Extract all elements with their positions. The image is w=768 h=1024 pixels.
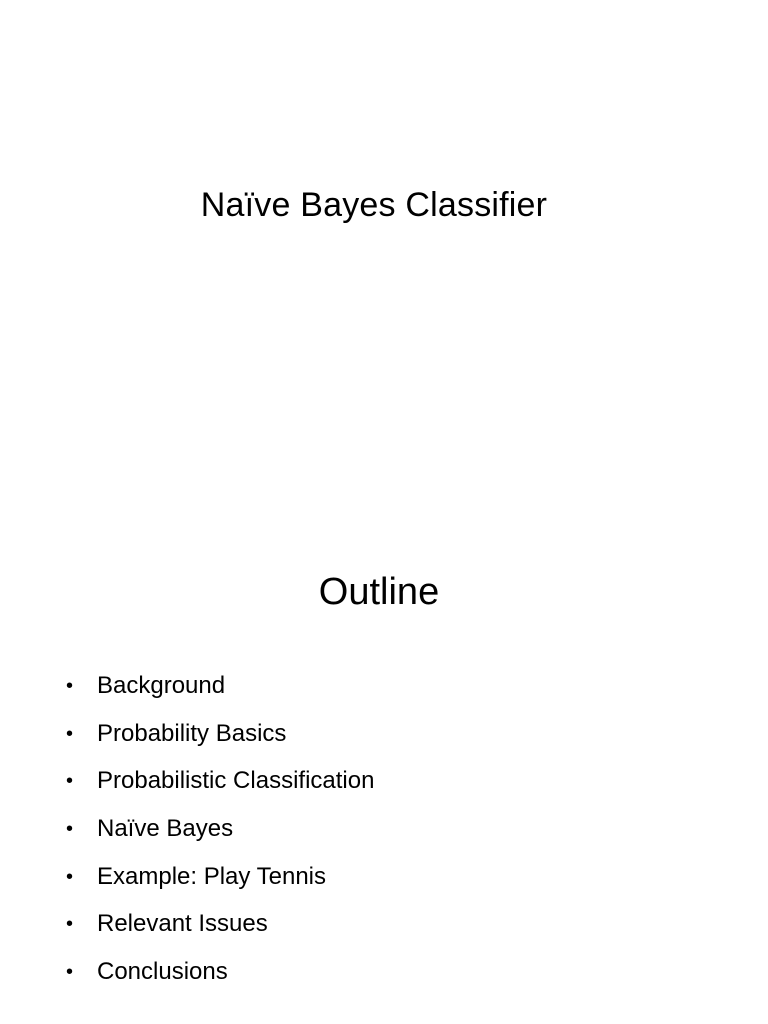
bullet-dot-icon: •	[66, 865, 74, 888]
outline-slide-heading: Outline	[318, 571, 440, 613]
list-item	[66, 668, 374, 716]
list-item	[66, 811, 374, 859]
bullet-dot-icon: •	[66, 675, 74, 697]
outline-slide	[0, 512, 768, 1024]
title-slide-heading: Naïve Bayes Classifier	[200, 186, 548, 224]
bullet-text: Conclusions	[97, 958, 228, 986]
bullet-dot-icon: •	[66, 961, 74, 984]
bullet-dot-icon: •	[66, 818, 74, 841]
bullet-text: Background	[97, 672, 226, 699]
outline-bullet-list	[66, 668, 374, 1002]
list-item	[66, 859, 374, 907]
list-item	[66, 716, 374, 764]
bullet-text: Probability Basics	[97, 719, 287, 747]
bullet-text: Naïve Bayes	[97, 815, 234, 843]
bullet-dot-icon: •	[66, 913, 74, 936]
list-item	[66, 906, 374, 954]
bullet-text: Probabilistic Classification	[97, 767, 375, 795]
bullet-dot-icon: •	[66, 770, 74, 793]
list-item	[66, 763, 374, 811]
bullet-text: Relevant Issues	[97, 910, 268, 938]
bullet-dot-icon: •	[66, 722, 74, 745]
list-item	[66, 954, 374, 1002]
bullet-text: Example: Play Tennis	[97, 862, 327, 890]
